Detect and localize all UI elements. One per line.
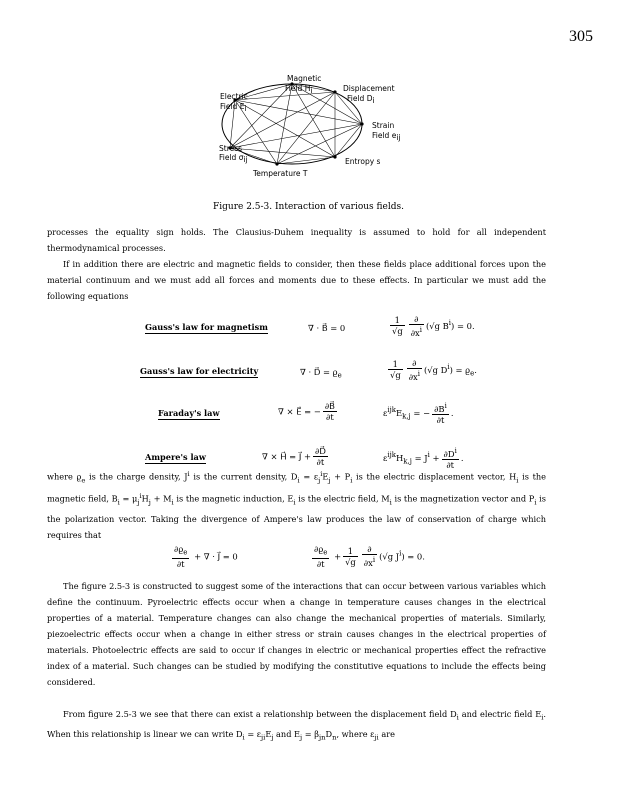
electricity-vector-form: ∇ · D⃗ = $ϱ_e$ [300,367,342,380]
faraday-index-fraction: $\frac{\partial B^i}{\partial t}$ [434,402,447,425]
electricity-index-form: $\frac{1}{√g}$ $\frac{\partial}{\partial x^i}$ (√g $D^i) = ϱ_e$. [390,358,477,382]
faraday-vector-form: ∇ × E⃗ = − $\frac{\partial B⃗}{\partial t}$ [278,401,335,422]
magnetism-fraction-2: $\frac{\partial}{\partial x^i}$ [410,314,422,338]
label-entropy: Entropy s [345,157,381,166]
label-displacement-2: Field Di [347,94,375,105]
faraday-vector-fraction: $\frac{\partial B⃗}{\partial t}$ [324,401,335,422]
law-title-ampere: Ampere's law [145,452,206,462]
figure-caption: Figure 2.5-3. Interaction of various fields. [213,202,404,212]
conservation-index-fraction-2: $\frac{1}{√g}$ [345,545,356,567]
label-electric-1: Electric [220,92,248,101]
paragraph-3: where $ϱ_e$ is the charge density, $J^i$ is the current density, $D_i = \varepsilon_j^iE_j + P_i$ is the electric displacement vector, $H_i$ is the magnetic field, $B_i = \mu_j^iH_j + M_i$ is the magnetic induction, $E_i$ is the electric field, $M_i$ is the magnetization vector and $P_i$ is the polarization vector. Taking the divergence of Ampere's law produces the law of conservation of charge which requires that [47,470,547,540]
magnetism-index-form: $\frac{1}{√g}$ $\frac{\partial}{\partial x^i}$ (√g $B^i) = 0$. [392,314,475,338]
electricity-fraction-2: $\frac{\partial}{\partial x^i}$ [408,358,420,382]
paragraph-5: From figure 2.5-3 we see that there can exist a relationship between the displacement field $D_i$ and electric field $E_i$. When this relationship is linear we can write $D_i = \varepsilon_{ji}E_j$ and $E_j = \beta_{jn}D_n$, where $\varepsilon_{ji}$ are [47,709,546,742]
law-title-magnetism: Gauss's law for magnetism [145,322,268,332]
conservation-index-fraction-1: $\frac{\partial ϱ_e}{\partial t}$ [314,544,328,569]
label-displacement-1: Displacement [343,84,395,93]
label-temperature: Temperature T [253,169,308,178]
ampere-index-form: $\varepsilon^{ijk}H_{k,j} = J^i$ + $\frac{\partial D^i}{\partial t}$ . [383,447,464,470]
conservation-vector-form: $\frac{\partial ϱ_e}{\partial t}$ + ∇ · J⃗ = 0 [174,544,238,569]
conservation-index-form: $\frac{\partial ϱ_e}{\partial t}$ + $\frac{1}{√g}$ $\frac{\partial}{\partial x^i}$ (√g $J^i) = 0$. [314,544,425,569]
faraday-index-form: $\varepsilon^{ijk}E_{k,j}$ = − $\frac{\partial B^i}{\partial t}$ . [383,402,454,425]
magnetism-vector-form: ∇ · B⃗ = 0 [308,323,346,333]
ampere-index-fraction: $\frac{\partial D^i}{\partial t}$ [443,447,457,470]
ampere-vector-fraction: $\frac{\partial D⃗}{\partial t}$ [314,446,326,467]
label-strain-1: Strain [372,121,395,130]
label-strain-2: Field eij [372,131,401,142]
law-title-electricity: Gauss's law for electricity [140,366,259,376]
ampere-vector-form: ∇ × H⃗ = J⃗ + $\frac{\partial D⃗}{\partial t}$ [262,446,326,467]
conservation-index-fraction-3: $\frac{\partial}{\partial x^i}$ [363,544,376,569]
magnetism-fraction-1: $\frac{1}{√g}$ [392,315,403,337]
label-magnetic-1: Magnetic [287,74,322,83]
law-title-faraday: Faraday's law [158,408,220,418]
label-stress-2: Field σij [219,153,248,164]
paragraph-1: processes the equality sign holds. The Clausius-Duhem inequality is assumed to hold for all independent thermodynamical processes. [47,227,546,253]
label-magnetic-2: Field Hi [285,84,313,95]
page-number: 305 [569,28,593,45]
label-stress-1: Stress [219,144,243,153]
paragraph-4: The figure 2.5-3 is constructed to suggest some of the interactions that can occur between various variables which define the continuum. Pyroelectric effects occur when a change in temperature causes changes in the electrical properties of a material. Temperature changes can also change the mechanical properties of materials. Similarly, piezoelectric effects occur when a change in either stress or strain causes changes in the electrical properties of materials. Photoelectric effects are said to occur if changes in electric or mechanical properties effect the refractive index of a material. Such changes can be studied by modifying the constitutive equations to include the effects being considered. [47,581,546,687]
paragraph-2: If in addition there are electric and magnetic fields to consider, then these fields place additional forces upon the material continuum and we must add all forces and moments due to these effects. In particular we must add the following equations [47,259,546,301]
electricity-fraction-1: $\frac{1}{√g}$ [390,359,401,381]
conservation-vector-fraction: $\frac{\partial ϱ_e}{\partial t}$ [174,544,188,569]
interaction-diagram [0,0,617,200]
label-electric-2: Field Ei [220,102,247,113]
